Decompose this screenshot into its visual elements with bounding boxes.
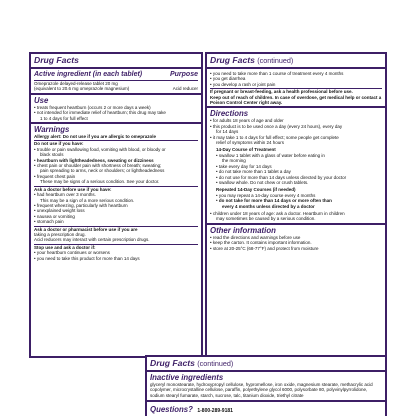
list-item: • unexplained weight loss bbox=[34, 208, 85, 214]
list-item: • store at 20-25°C (68-77°F) and protect from moisture bbox=[210, 245, 319, 251]
list-item: • chest pain or shoulder pain with shortness of breath; sweating; bbox=[34, 163, 162, 169]
list-item: Acid reducers may interact with certain prescription drugs. bbox=[34, 237, 150, 243]
list-item: • keep the carton. It contains important information. bbox=[210, 240, 312, 246]
list-item: • heartburn with lightheadedness, sweating or dizziness bbox=[34, 157, 154, 163]
stop-use-heading: Stop use and ask a doctor if: bbox=[34, 244, 96, 250]
ask-pharmacist-heading: Ask a doctor or pharmacist before use if you are bbox=[34, 226, 138, 232]
course-heading: 14-Day Course of Treatment bbox=[216, 147, 276, 153]
panel-title-continued: (continued) bbox=[197, 359, 234, 368]
keep-out-of-reach: Keep out of reach of children. In case of overdose, get medical help or contact a Poison Control Center right away. bbox=[210, 94, 382, 106]
questions-line bbox=[147, 402, 385, 416]
list-item: may sometimes be caused by a serious condition. bbox=[216, 216, 316, 222]
list-item: • nausea or vomiting bbox=[34, 213, 75, 219]
panel-title-continued: (continued) bbox=[257, 56, 294, 65]
list-item: • trouble or pain swallowing food, vomiting with blood, or bloody or bbox=[34, 146, 166, 152]
list-item: the morning bbox=[222, 158, 246, 164]
use-heading: Use bbox=[34, 95, 49, 105]
list-item: • your heartburn continues or worsens bbox=[34, 250, 110, 256]
list-item: • frequent wheezing, particularly with heartburn bbox=[34, 202, 128, 208]
directions-heading: Directions bbox=[210, 109, 249, 119]
warnings-heading: Warnings bbox=[34, 125, 70, 135]
list-item: • for adults 18 years of age and older bbox=[210, 118, 284, 124]
list-item: This may be a sign of a more serious condition. bbox=[40, 197, 135, 203]
list-item: • take every day for 14 days bbox=[216, 163, 272, 169]
list-item: every 4 months unless directed by a doctor bbox=[222, 203, 315, 209]
list-item: for 14 days bbox=[216, 129, 239, 135]
list-item: black stools bbox=[40, 152, 64, 158]
list-item: • stomach pain bbox=[34, 219, 64, 225]
list-item: • you develop a rash or joint pain bbox=[210, 81, 276, 87]
do-not-use-heading: Do not use if you have: bbox=[34, 141, 84, 147]
pregnancy-warning: If pregnant or breast-feeding, ask a health professional before use. bbox=[210, 89, 353, 95]
active-ingredient-header bbox=[31, 69, 201, 79]
list-item: • this product is to be used once a day (every 24 hours), every day bbox=[210, 123, 343, 129]
repeat-course-heading: Repeated 14-Day Courses (if needed) bbox=[216, 187, 296, 193]
list-item: These may be signs of a serious condition. See your doctor. bbox=[40, 179, 160, 185]
list-item: • swallow 1 tablet with a glass of water before eating in bbox=[216, 152, 325, 158]
list-item: • read the directions and warnings before use bbox=[210, 234, 301, 240]
list-item: • you get diarrhea bbox=[210, 76, 246, 82]
inactive-ingredients-heading: Inactive ingredients bbox=[150, 373, 224, 382]
panel-title bbox=[147, 357, 385, 372]
allergy-alert: Allergy alert: Do not use if you are allergic to omeprazole bbox=[34, 134, 157, 140]
list-item: • do not use for more than 14 days unless directed by your doctor bbox=[216, 174, 347, 180]
drug-facts-panel-left bbox=[29, 52, 203, 358]
list-item: • had heartburn over 3 months. bbox=[34, 192, 96, 198]
purpose-heading: Purpose bbox=[169, 71, 198, 78]
drug-facts-panel-bottom bbox=[145, 355, 387, 416]
use-item: • not intended for immediate relief of heartburn; this drug may take bbox=[34, 110, 166, 116]
inactive-ingredients-text: glyceryl monostearate, hydroxypropyl cellulose, hypromellose, iron oxide, magnesium stearate, methacrylic acid copolymer, microcrystalline cellulose, paraffin, polyethylene glycol 6000, polysorbate 80, polyvinylpyrrolidone, sodium stearyl fumarate, starch, sucrose, talc, titanium dioxide, triethyl citrate bbox=[150, 382, 373, 398]
list-item: • do not take for more than 14 days or more often than bbox=[216, 198, 332, 204]
questions-label: Questions? bbox=[150, 405, 193, 415]
list-item: • you need to take this product for more than 14 days bbox=[34, 255, 140, 261]
list-item: • you need to take more than 1 course of treatment every 4 months bbox=[210, 71, 344, 76]
list-item: • children under 18 years of age: ask a doctor. Heartburn in children bbox=[210, 210, 345, 216]
list-item: • frequent chest pain bbox=[34, 173, 76, 179]
panel-title: Drug Facts bbox=[31, 54, 201, 69]
drug-facts-panel-right bbox=[205, 52, 387, 358]
active-ingredient-heading: Active ingredient (in each tablet) bbox=[34, 71, 143, 78]
active-line-2 bbox=[31, 86, 201, 91]
ask-doctor-heading: Ask a doctor before use if you have: bbox=[34, 186, 112, 192]
other-information-heading: Other information bbox=[210, 225, 276, 235]
active-equivalent: (equivalent to 20.6 mg omeprazole magnesium) bbox=[34, 86, 130, 92]
active-line-1: Omeprazole delayed-release tablet 20 mg bbox=[34, 81, 118, 86]
list-item: pain spreading to arms, neck or shoulders; or lightheadedness bbox=[40, 168, 165, 174]
list-item: taking a prescription drug. bbox=[34, 231, 86, 237]
list-item: • swallow whole. Do not chew or crush tablets. bbox=[216, 179, 309, 185]
purpose-value: Acid reducer bbox=[172, 86, 198, 92]
questions-phone[interactable]: 1-800-289-9181 bbox=[197, 408, 233, 415]
use-item: 1 to 4 days for full effect bbox=[40, 115, 88, 121]
list-item: • do not take more than 1 tablet a day bbox=[216, 169, 291, 175]
panel-title-text: Drug Facts bbox=[210, 55, 255, 65]
list-item: • it may take 1 to 4 days for full effect; some people get complete bbox=[210, 134, 339, 140]
panel-title bbox=[207, 54, 385, 69]
list-item: • you may repeat a 14-day course every 4 months bbox=[216, 192, 316, 198]
list-item: relief of symptoms within 24 hours bbox=[216, 140, 285, 146]
panel-title-text: Drug Facts bbox=[150, 358, 195, 368]
use-item: • treats frequent heartburn (occurs 2 or more days a week) bbox=[34, 104, 151, 110]
